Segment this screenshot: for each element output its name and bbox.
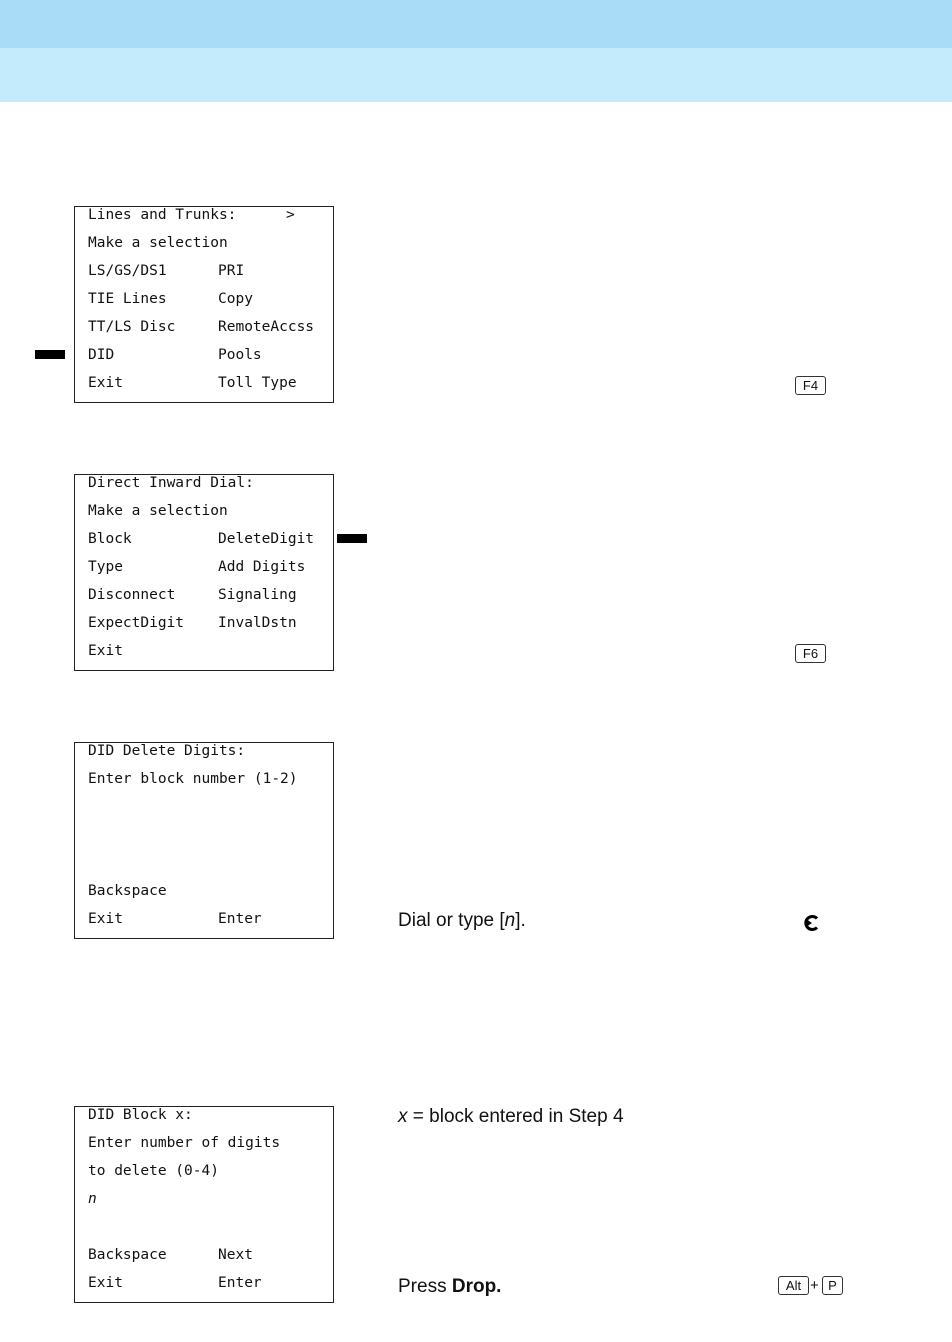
more-arrow: >	[286, 207, 295, 223]
option-toll-type[interactable]: Toll Type	[218, 375, 297, 391]
plus-sign: +	[810, 1277, 819, 1294]
instruction-press-prefix: Press	[398, 1276, 452, 1297]
option-exit[interactable]: Exit	[88, 375, 123, 391]
screen-prompt-range: to delete (0-4)	[88, 1163, 219, 1179]
f6-key: F6	[795, 644, 826, 663]
screen-title: DID Block x:	[88, 1107, 193, 1123]
screen-prompt: Make a selection	[88, 235, 228, 251]
instruction-block-note	[398, 1106, 624, 1128]
screen-did-delete-digits	[74, 742, 334, 939]
screen-title: Direct Inward Dial:	[88, 475, 254, 491]
option-enter[interactable]: Enter	[218, 911, 262, 927]
option-add-digits[interactable]: Add Digits	[218, 559, 306, 575]
p-key: P	[822, 1276, 843, 1295]
option-signaling[interactable]: Signaling	[218, 587, 297, 603]
option-disconnect[interactable]: Disconnect	[88, 587, 176, 603]
instruction-dial-prefix: Dial or type [	[398, 910, 505, 931]
instruction-dial-suffix: ].	[515, 910, 526, 931]
option-backspace[interactable]: Backspace	[88, 883, 167, 899]
header-band-bottom	[0, 48, 952, 102]
selection-marker-delete-digit	[337, 534, 367, 543]
instruction-dial	[398, 910, 526, 932]
option-exit[interactable]: Exit	[88, 643, 123, 659]
screen-lines-and-trunks	[74, 206, 334, 403]
option-copy[interactable]: Copy	[218, 291, 253, 307]
instruction-block-text: = block entered in Step 4	[407, 1106, 624, 1127]
return-arrow-icon	[802, 914, 820, 932]
option-delete-digit[interactable]: DeleteDigit	[218, 531, 315, 547]
input-value[interactable]: n	[88, 1191, 97, 1207]
screen-prompt: Enter number of digits	[88, 1135, 281, 1151]
instruction-press-bold: Drop.	[451, 1276, 502, 1297]
option-backspace[interactable]: Backspace	[88, 1247, 167, 1263]
screen-prompt: Make a selection	[88, 503, 228, 519]
option-exit[interactable]: Exit	[88, 1275, 123, 1291]
header-band-top	[0, 0, 952, 48]
option-tt-ls-disc[interactable]: TT/LS Disc	[88, 319, 176, 335]
option-remote-access[interactable]: RemoteAccss	[218, 319, 315, 335]
option-ls-gs-ds1[interactable]: LS/GS/DS1	[88, 263, 167, 279]
option-did[interactable]: DID	[88, 347, 115, 363]
f4-key: F4	[795, 376, 826, 395]
option-expect-digit[interactable]: ExpectDigit	[88, 615, 185, 631]
selection-marker-did	[35, 350, 65, 359]
instruction-block-var: x	[398, 1106, 408, 1127]
option-exit[interactable]: Exit	[88, 911, 123, 927]
option-tie-lines[interactable]: TIE Lines	[88, 291, 167, 307]
screen-did-block	[74, 1106, 334, 1303]
alt-key: Alt	[778, 1276, 809, 1295]
instruction-dial-var: n	[504, 910, 516, 931]
screen-title: DID Delete Digits:	[88, 743, 246, 759]
instruction-press-drop	[398, 1276, 501, 1298]
option-pri[interactable]: PRI	[218, 263, 245, 279]
option-inval-dstn[interactable]: InvalDstn	[218, 615, 297, 631]
screen-prompt: Enter block number (1-2)	[88, 771, 298, 787]
option-block[interactable]: Block	[88, 531, 132, 547]
option-next[interactable]: Next	[218, 1247, 253, 1263]
screen-title: Lines and Trunks:	[88, 207, 237, 223]
option-type[interactable]: Type	[88, 559, 123, 575]
option-enter[interactable]: Enter	[218, 1275, 262, 1291]
screen-direct-inward-dial	[74, 474, 334, 671]
option-pools[interactable]: Pools	[218, 347, 262, 363]
